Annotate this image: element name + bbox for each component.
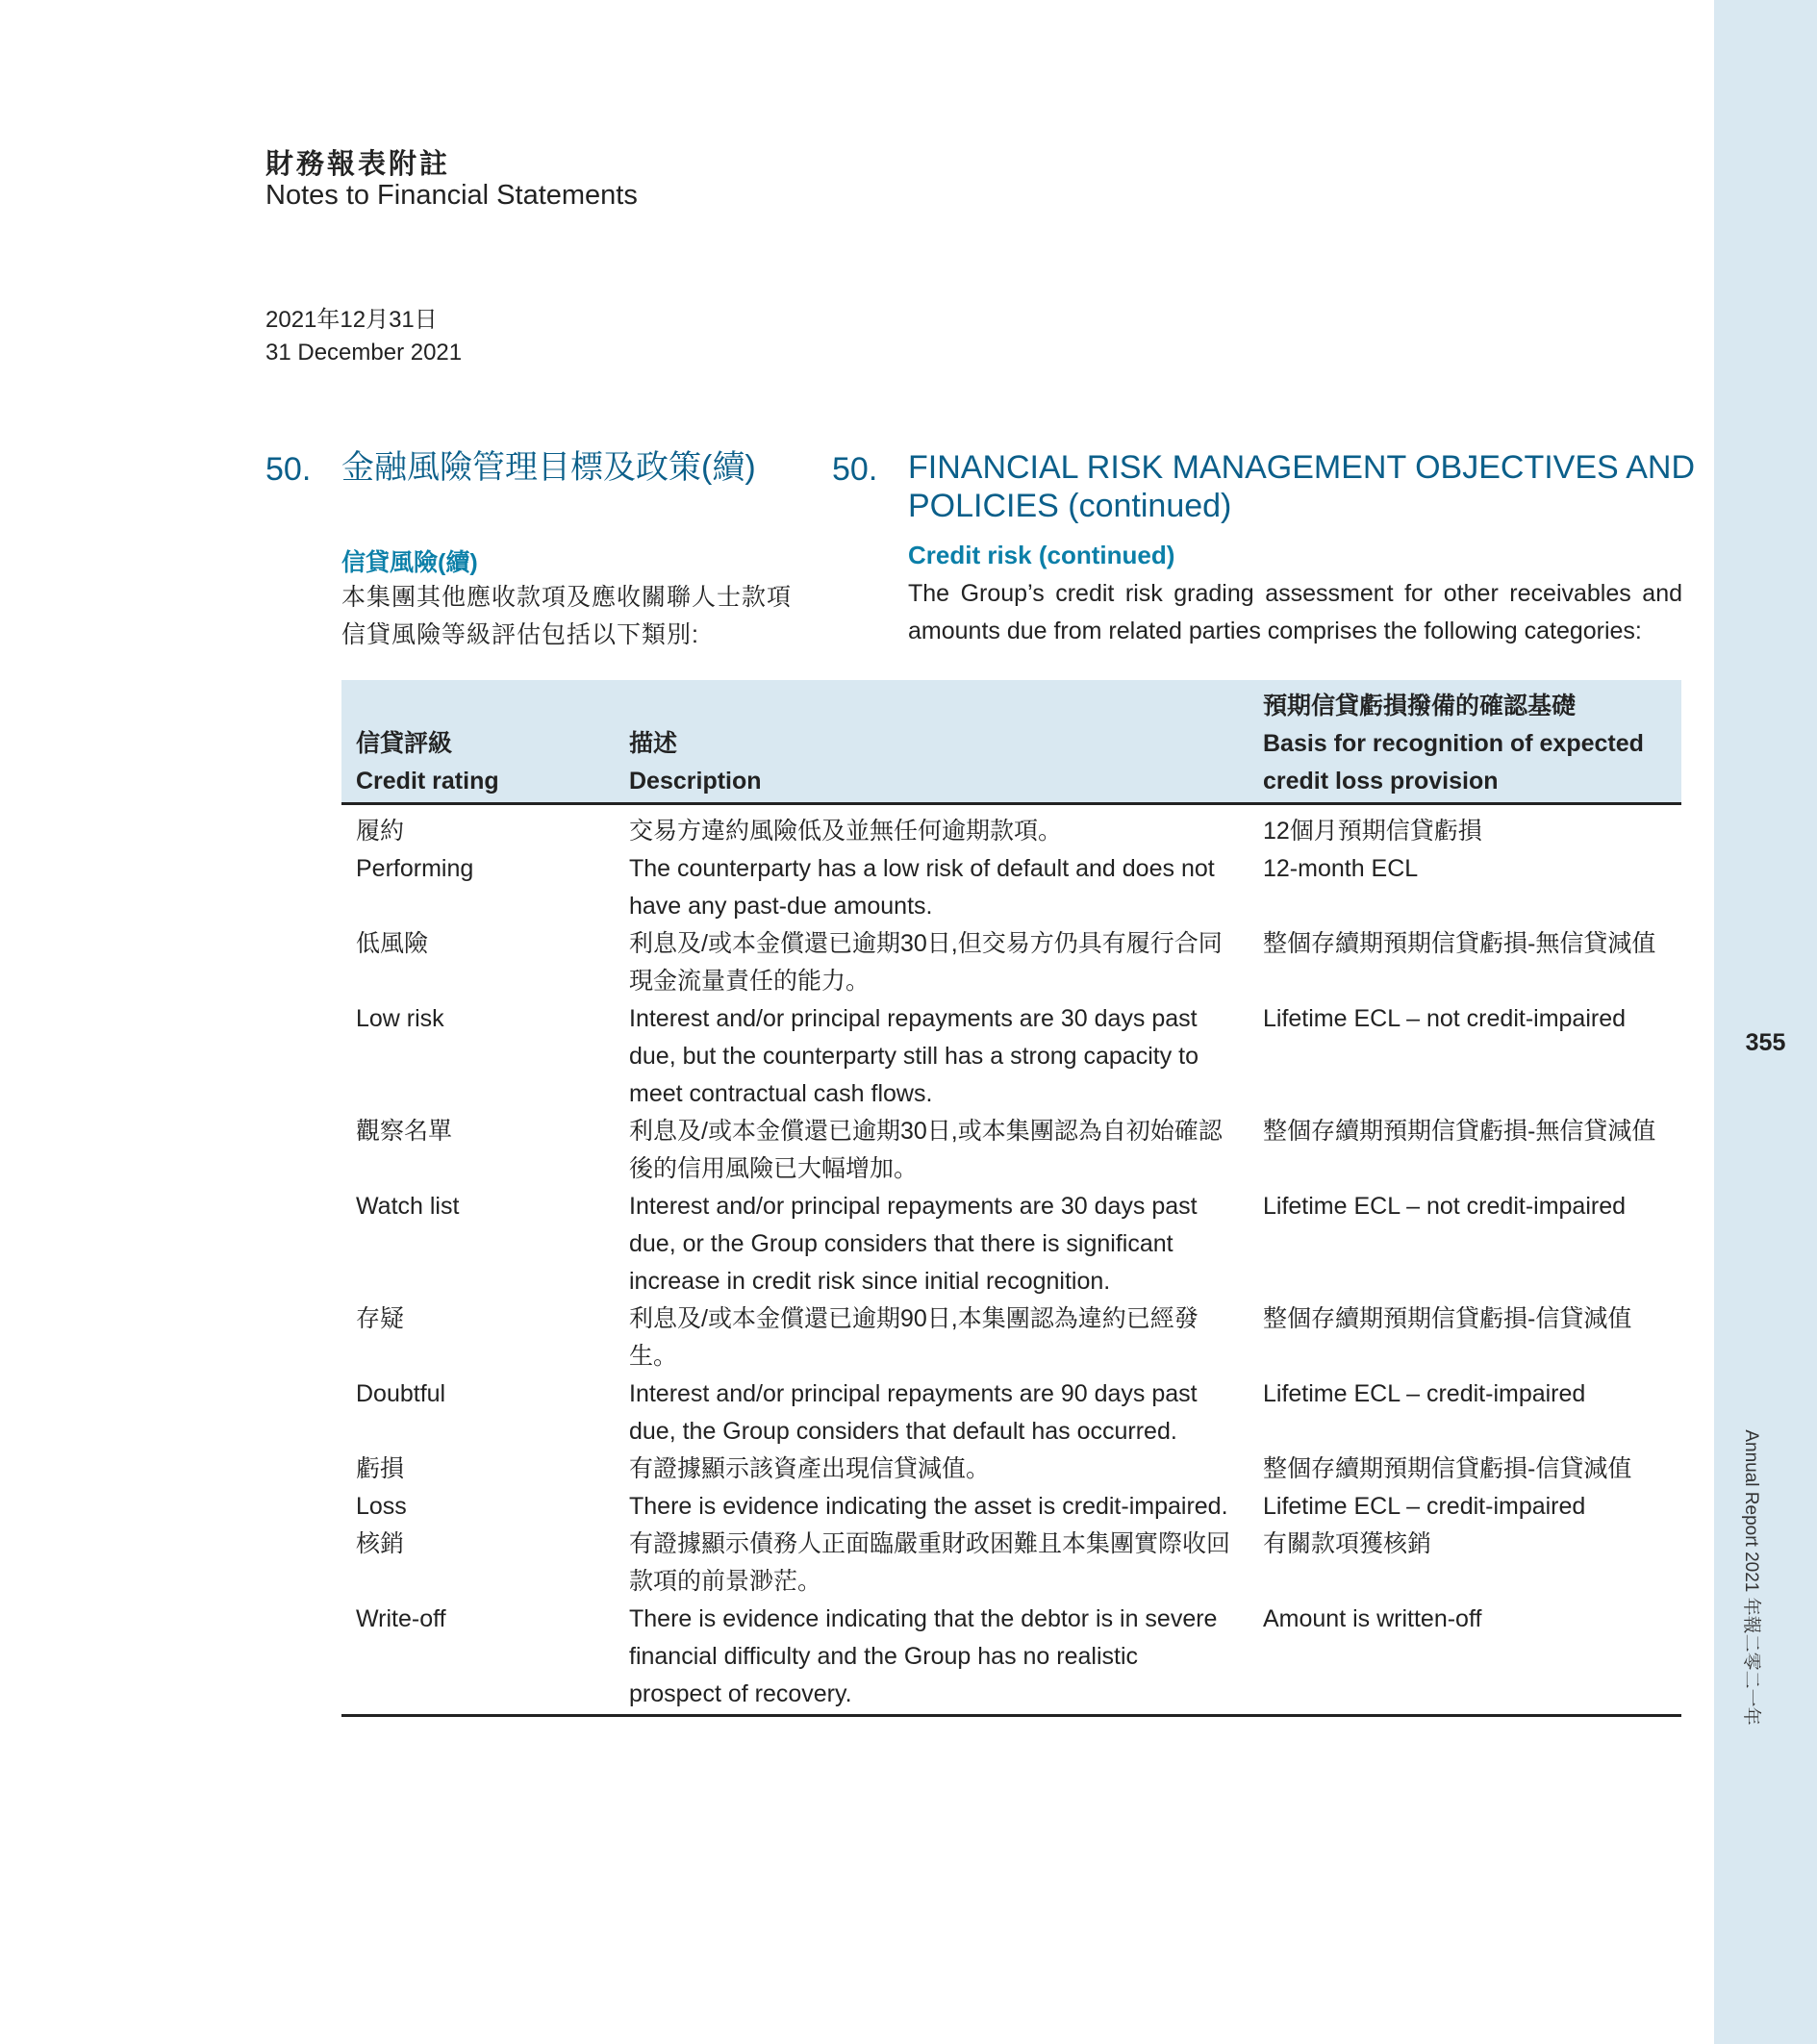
basis-zh: 12個月預期信貸虧損 — [1263, 818, 1482, 845]
subsection-title-en: Credit risk (continued) — [908, 541, 1175, 569]
section-title-en-line2: POLICIES (continued) — [908, 488, 1232, 524]
rating-zh: 核銷 — [356, 1530, 405, 1557]
header-description-en: Description — [629, 768, 762, 795]
rating-zh: 低風險 — [356, 930, 429, 957]
header-title-en: Notes to Financial Statements — [265, 180, 638, 211]
date-zh: 2021年12月31日 — [265, 307, 438, 333]
description-zh: 交易方違約風險低及並無任何逾期款項。 — [629, 818, 1063, 845]
header-basis-en-line2: credit loss provision — [1263, 768, 1499, 795]
description-zh: 有證據顯示該資產出現信貸減值。 — [629, 1455, 991, 1482]
basis-zh: 整個存續期預期信貸虧損-信貸減值 — [1263, 1305, 1632, 1332]
basis-en: 12-month ECL — [1263, 855, 1419, 882]
table-row-doubtful — [341, 1300, 1681, 1451]
basis-cell — [1249, 1300, 1681, 1451]
header-description — [615, 680, 1249, 804]
description-zh: 利息及/或本金償還已逾期90日,本集團認為違約已經發生。 — [629, 1305, 1199, 1370]
basis-zh: 整個存續期預期信貸虧損-信貸減值 — [1263, 1455, 1632, 1482]
rating-en: Write-off — [356, 1605, 446, 1632]
header-basis — [1249, 680, 1681, 804]
rating-en: Watch list — [356, 1193, 460, 1220]
table-row-performing — [341, 804, 1681, 926]
section-number-en: 50. — [832, 451, 878, 488]
basis-en: Lifetime ECL – credit-impaired — [1263, 1380, 1586, 1407]
description-en: There is evidence indicating the asset is credit-impaired. — [629, 1493, 1228, 1520]
basis-zh: 整個存續期預期信貸虧損-無信貸減值 — [1263, 930, 1656, 957]
section-title-en — [908, 448, 1695, 525]
credit-rating-cell — [341, 1526, 615, 1716]
rating-zh: 存疑 — [356, 1305, 405, 1332]
rating-zh: 虧損 — [356, 1455, 405, 1482]
description-zh: 利息及/或本金償還已逾期30日,或本集團認為自初始確認後的信用風險已大幅增加。 — [629, 1118, 1223, 1182]
header-credit-rating-en: Credit rating — [356, 768, 499, 795]
section-title-zh: 金融風險管理目標及政策(續) — [341, 449, 756, 486]
table-row-watch-list — [341, 1113, 1681, 1300]
description-en: Interest and/or principal repayments are 30 days past due, but the counterparty still has a strong capacity to meet contractual cash flows. — [629, 1005, 1199, 1107]
subsection-title-zh: 信貸風險(續) — [341, 549, 478, 576]
section-title-en-line1: FINANCIAL RISK MANAGEMENT OBJECTIVES AND — [908, 449, 1696, 486]
basis-cell — [1249, 1113, 1681, 1300]
header-description-zh: 描述 — [629, 730, 678, 757]
basis-en: Amount is written-off — [1263, 1605, 1482, 1632]
table-row-loss — [341, 1451, 1681, 1526]
description-en: Interest and/or principal repayments are 90 days past due, the Group considers that default has occurred. — [629, 1380, 1198, 1445]
header-credit-rating — [341, 680, 615, 804]
basis-en: Lifetime ECL – not credit-impaired — [1263, 1193, 1627, 1220]
rating-en: Doubtful — [356, 1380, 446, 1407]
table-header-row — [341, 680, 1681, 804]
description-en: There is evidence indicating that the debtor is in severe financial difficulty and the Group has no realistic prospect of recovery. — [629, 1605, 1218, 1707]
annual-report-caption: Annual Report 2021 年報二零二一年 — [1741, 1429, 1761, 1726]
description-cell — [615, 925, 1249, 1113]
basis-cell — [1249, 1451, 1681, 1526]
header-title-zh: 財務報表附註 — [265, 147, 451, 180]
basis-en: Lifetime ECL – credit-impaired — [1263, 1493, 1586, 1520]
header-basis-en-line1: Basis for recognition of expected — [1263, 730, 1644, 757]
rating-zh: 履約 — [356, 818, 405, 845]
table-row-low-risk — [341, 925, 1681, 1113]
basis-en: Lifetime ECL – not credit-impaired — [1263, 1005, 1627, 1032]
basis-zh: 有關款項獲核銷 — [1263, 1530, 1432, 1557]
description-en: The counterparty has a low risk of default and does not have any past-due amounts. — [629, 855, 1215, 920]
description-cell — [615, 1300, 1249, 1451]
rating-zh: 觀察名單 — [356, 1118, 453, 1145]
description-zh: 利息及/或本金償還已逾期30日,但交易方仍具有履行合同現金流量責任的能力。 — [629, 930, 1223, 995]
intro-text-zh: 本集團其他應收款項及應收關聯人士款項信貸風險等級評估包括以下類別: — [341, 584, 793, 648]
rating-en: Loss — [356, 1493, 407, 1520]
intro-text-en: The Group’s credit risk grading assessment for other receivables and amounts due from related parties comprises the following categories: — [908, 580, 1682, 644]
credit-rating-cell — [341, 1300, 615, 1451]
rating-en: Low risk — [356, 1005, 444, 1032]
description-cell — [615, 1113, 1249, 1300]
basis-cell — [1249, 925, 1681, 1113]
page-number: 355 — [1745, 1029, 1786, 1056]
basis-zh: 整個存續期預期信貸虧損-無信貸減值 — [1263, 1118, 1656, 1145]
header-basis-zh: 預期信貸虧損撥備的確認基礎 — [1263, 693, 1577, 719]
header-credit-rating-zh: 信貸評級 — [356, 730, 453, 757]
basis-cell — [1249, 804, 1681, 926]
description-cell — [615, 1526, 1249, 1716]
credit-rating-cell — [341, 804, 615, 926]
description-zh: 有證據顯示債務人正面臨嚴重財政困難且本集團實際收回款項的前景渺茫。 — [629, 1530, 1231, 1595]
table-row-write-off — [341, 1526, 1681, 1716]
credit-rating-table — [341, 680, 1681, 1717]
description-en: Interest and/or principal repayments are 30 days past due, or the Group considers that there is significant increase in credit risk since initial recognition. — [629, 1193, 1198, 1295]
section-number-zh: 50. — [265, 451, 312, 488]
credit-rating-cell — [341, 1113, 615, 1300]
date-en: 31 December 2021 — [265, 340, 463, 366]
basis-cell — [1249, 1526, 1681, 1716]
credit-rating-cell — [341, 925, 615, 1113]
rating-en: Performing — [356, 855, 474, 882]
description-cell — [615, 804, 1249, 926]
credit-rating-cell — [341, 1451, 615, 1526]
description-cell — [615, 1451, 1249, 1526]
side-band — [1714, 0, 1817, 2044]
